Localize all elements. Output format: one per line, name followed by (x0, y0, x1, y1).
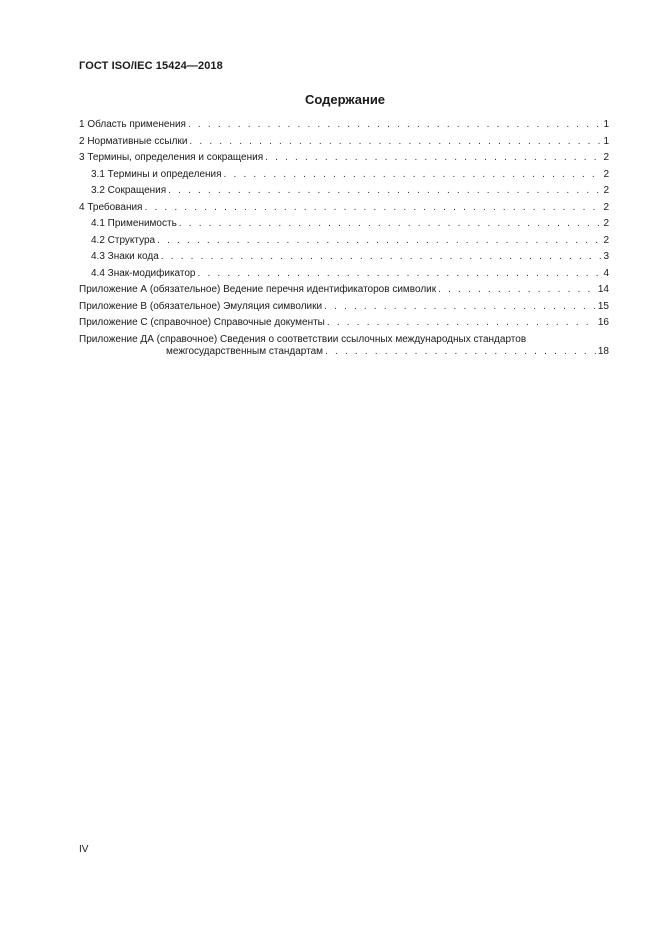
toc-entry-page: 2 (603, 185, 609, 196)
toc-leader-dots (327, 317, 596, 328)
toc-subentry[interactable] (79, 235, 609, 252)
toc-entry-page: 1 (603, 135, 609, 147)
toc-entry[interactable] (79, 136, 609, 153)
toc-entry-page: 14 (597, 284, 609, 295)
toc-entry-page: 16 (597, 317, 609, 328)
toc-entry-label: Приложение ДА (справочное) Сведения о соответствии ссылочных международных стандартов (79, 333, 527, 345)
toc-entry-label: 4.1 Применимость (91, 218, 177, 229)
toc-entry-label: 3.2 Сокращения (91, 185, 167, 196)
toc-entry[interactable] (79, 301, 609, 318)
toc-entry-label: 2 Нормативные ссылки (79, 135, 188, 147)
toc-entry-label: 3.1 Термины и определения (91, 168, 222, 180)
toc-leader-dots (325, 346, 596, 357)
toc-entry[interactable] (79, 152, 609, 169)
toc-entry-label: Приложение С (справочное) Справочные документы (79, 317, 325, 328)
toc-entry-page: 1 (603, 119, 609, 130)
page-number: IV (79, 844, 89, 855)
toc-entry-label: 3 Термины, определения и сокращения (79, 152, 264, 163)
toc-entry-label: 4.3 Знаки кода (91, 251, 159, 262)
toc-leader-dots (224, 169, 602, 180)
toc-leader-dots (161, 251, 602, 262)
toc-leader-dots (438, 284, 596, 295)
toc-entry-page: 3 (603, 251, 609, 262)
toc-leader-dots (157, 235, 601, 246)
toc-entry[interactable] (79, 119, 609, 136)
toc-entry-page: 15 (597, 300, 609, 312)
toc-leader-dots (188, 119, 601, 130)
table-of-contents (79, 119, 609, 360)
toc-leader-dots (189, 136, 601, 147)
document-code: ГОСТ ISO/IEC 15424—2018 (79, 60, 223, 72)
toc-entry-page: 4 (603, 267, 609, 279)
toc-entry-page: 18 (597, 345, 609, 357)
toc-leader-dots (144, 202, 601, 213)
page-title: Содержание (304, 92, 386, 107)
toc-subentry[interactable] (79, 169, 609, 186)
toc-entry-page: 2 (603, 218, 609, 229)
toc-subentry[interactable] (79, 218, 609, 235)
toc-entry-multiline[interactable] (79, 334, 609, 360)
toc-entry-page: 2 (603, 234, 609, 246)
toc-leader-dots (324, 301, 596, 312)
toc-entry-page: 2 (603, 168, 609, 180)
toc-entry-label: 4.2 Структура (91, 234, 156, 246)
toc-entry-label: Приложение А (обязательное) Ведение перечня идентификаторов символик (79, 284, 437, 295)
toc-entry-label: 1 Область применения (79, 119, 186, 130)
toc-entry[interactable] (79, 284, 609, 301)
toc-entry-label: 4 Требования (79, 201, 143, 213)
toc-subentry[interactable] (79, 268, 609, 285)
toc-entry[interactable] (79, 202, 609, 219)
toc-entry-label-continued: межгосударственным стандартам (166, 345, 324, 357)
toc-subentry[interactable] (79, 251, 609, 268)
toc-leader-dots (265, 152, 601, 163)
toc-leader-dots (168, 185, 601, 196)
toc-leader-dots (179, 218, 602, 229)
toc-entry-page: 2 (603, 152, 609, 163)
toc-leader-dots (198, 268, 602, 279)
toc-entry-page: 2 (603, 201, 609, 213)
toc-entry-label: 4.4 Знак-модификатор (91, 267, 196, 279)
toc-entry-label: Приложение В (обязательное) Эмуляция символики (79, 300, 323, 312)
toc-entry[interactable] (79, 317, 609, 334)
toc-subentry[interactable] (79, 185, 609, 202)
